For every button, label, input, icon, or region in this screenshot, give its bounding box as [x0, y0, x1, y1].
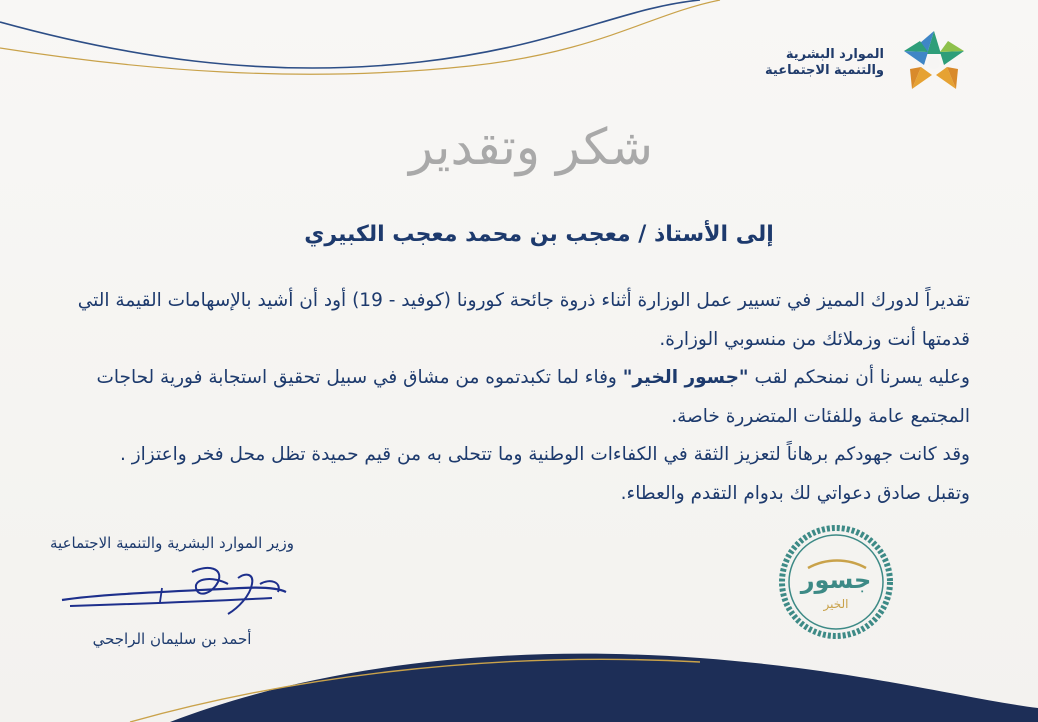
certificate-title: شكر وتقدير — [408, 118, 654, 176]
body-paragraph-3: وقد كانت جهودكم برهاناً لتعزيز الثقة في الكفاءات الوطنية وما تتحلى به من قيم حميدة تظل محل فخر واعتزاز . — [119, 444, 970, 465]
certificate-body — [36, 282, 970, 513]
stamp-main-text: جسور — [800, 566, 872, 594]
title-quote: "جسور الخير" — [622, 367, 749, 388]
ministry-star-logo-icon — [894, 28, 974, 98]
signatory-name: أحمد بن سليمان الراجحي — [92, 630, 252, 648]
body-paragraph-4: وتقبل صادق دعواتي لك بدوام التقدم والعطاء. — [620, 482, 970, 504]
body-paragraph-1: تقديراً لدورك المميز في تسيير عمل الوزارة أثناء ذروة جائحة كورونا (كوفيد - 19) أود أن أشيد بالإسهامات القيمة التي قدمتها أنت وزملائك من منسوبي الوزارة. — [77, 290, 970, 350]
logo-line-1: الموارد البشرية — [785, 47, 884, 62]
body-paragraph-2 — [36, 359, 970, 436]
body-paragraph-2-end: وفاء لما تكبدتموه من مشاق في سبيل تحقيق استجابة فورية لحاجات المجتمع عامة وللفئات المتضررة خاصة. — [96, 367, 970, 427]
body-paragraph-2-start: وعليه يسرنا أن نمنحكم لقب — [748, 367, 970, 388]
signatory-title: وزير الموارد البشرية والتنمية الاجتماعية — [50, 534, 294, 552]
bottom-decorative-waves — [0, 602, 1038, 722]
logo-text — [765, 47, 884, 79]
stamp-sub-text: الخير — [823, 597, 849, 611]
logo-line-2: والتنمية الاجتماعية — [765, 63, 884, 78]
recipient-line: إلى الأستاذ / معجب بن محمد معجب الكبيري — [304, 222, 774, 247]
ministry-logo — [765, 28, 974, 98]
